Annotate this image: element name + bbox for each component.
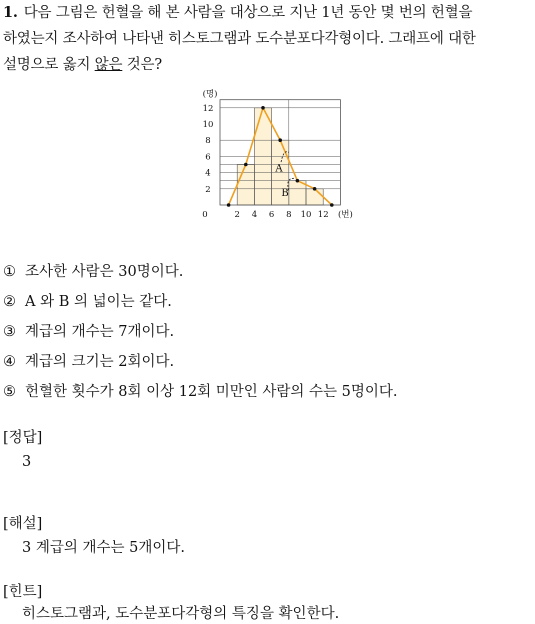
question <box>3 0 531 78</box>
x-tick-label: 2 <box>234 210 240 220</box>
histogram-bar <box>306 189 323 205</box>
x-tick-label: 4 <box>251 210 258 220</box>
answer-value: 3 <box>22 454 32 470</box>
hint-label: [힌트] <box>3 584 43 600</box>
option-2-marker: ② <box>3 294 16 310</box>
answer-label: [정답] <box>3 430 43 446</box>
histogram-bar <box>237 165 254 206</box>
explanation-label: [해설] <box>3 516 43 532</box>
option-4-text: 계급의 크기는 2회이다. <box>25 354 175 370</box>
y-tick-label: 12 <box>202 103 214 114</box>
question-line-3: 설명으로 옳지 않은 것은? <box>3 57 162 73</box>
option-1[interactable] <box>3 262 183 282</box>
question-number: 1. <box>3 4 18 21</box>
polygon-point <box>330 203 334 207</box>
x-tick-label: 6 <box>268 210 275 220</box>
polygon-point <box>296 179 300 183</box>
option-4[interactable] <box>3 352 174 372</box>
option-3-text: 계급의 개수는 7개이다. <box>25 324 175 340</box>
region-a-label: A <box>275 163 283 175</box>
polygon-point <box>244 163 248 167</box>
x-tick-label: 10 <box>300 210 312 220</box>
option-5[interactable] <box>3 382 398 402</box>
hint-text: 히스토그램과, 도수분포다각형의 특징을 확인한다. <box>22 606 340 622</box>
option-2[interactable] <box>3 292 172 312</box>
region-b-label: B <box>281 188 289 200</box>
histogram-chart <box>190 78 353 223</box>
emphasis-not: 않은 <box>94 57 123 73</box>
polygon-point <box>278 138 282 142</box>
y-tick-label: 10 <box>202 120 214 130</box>
option-1-text: 조사한 사람은 30명이다. <box>25 264 184 280</box>
question-line-2: 하였는지 조사하여 나타낸 히스토그램과 도수분포다각형이다. 그래프에 대한 <box>3 31 476 47</box>
y-tick-label: 2 <box>205 184 211 195</box>
option-5-marker: ⑤ <box>3 384 16 400</box>
y-tick-label: 8 <box>205 136 211 147</box>
question-line-1: 1. 다음 그림은 헌혈을 해 본 사람을 대상으로 지난 1년 동안 몇 번의 헌혈을 <box>3 4 473 21</box>
x-tick-label: 8 <box>286 210 292 220</box>
option-1-marker: ① <box>3 264 16 280</box>
option-2-text: A 와 B 의 넓이는 같다. <box>25 294 172 310</box>
polygon-point <box>227 203 231 207</box>
x-axis-label: (번) <box>337 210 353 220</box>
option-4-marker: ④ <box>3 354 16 370</box>
option-3-marker: ③ <box>3 324 16 340</box>
x-tick-label: 0 <box>202 210 208 220</box>
polygon-point <box>313 187 317 191</box>
y-axis-label: (명) <box>202 89 218 100</box>
option-5-text: 헌혈한 횟수가 8회 이상 12회 미만인 사람의 수는 5명이다. <box>25 384 398 400</box>
x-tick-label: 12 <box>317 210 329 220</box>
explanation-text: 3 계급의 개수는 5개이다. <box>22 540 185 556</box>
option-3[interactable] <box>3 322 174 342</box>
y-tick-label: 6 <box>205 152 211 163</box>
y-tick-label: 4 <box>205 168 211 179</box>
polygon-point <box>261 106 265 110</box>
